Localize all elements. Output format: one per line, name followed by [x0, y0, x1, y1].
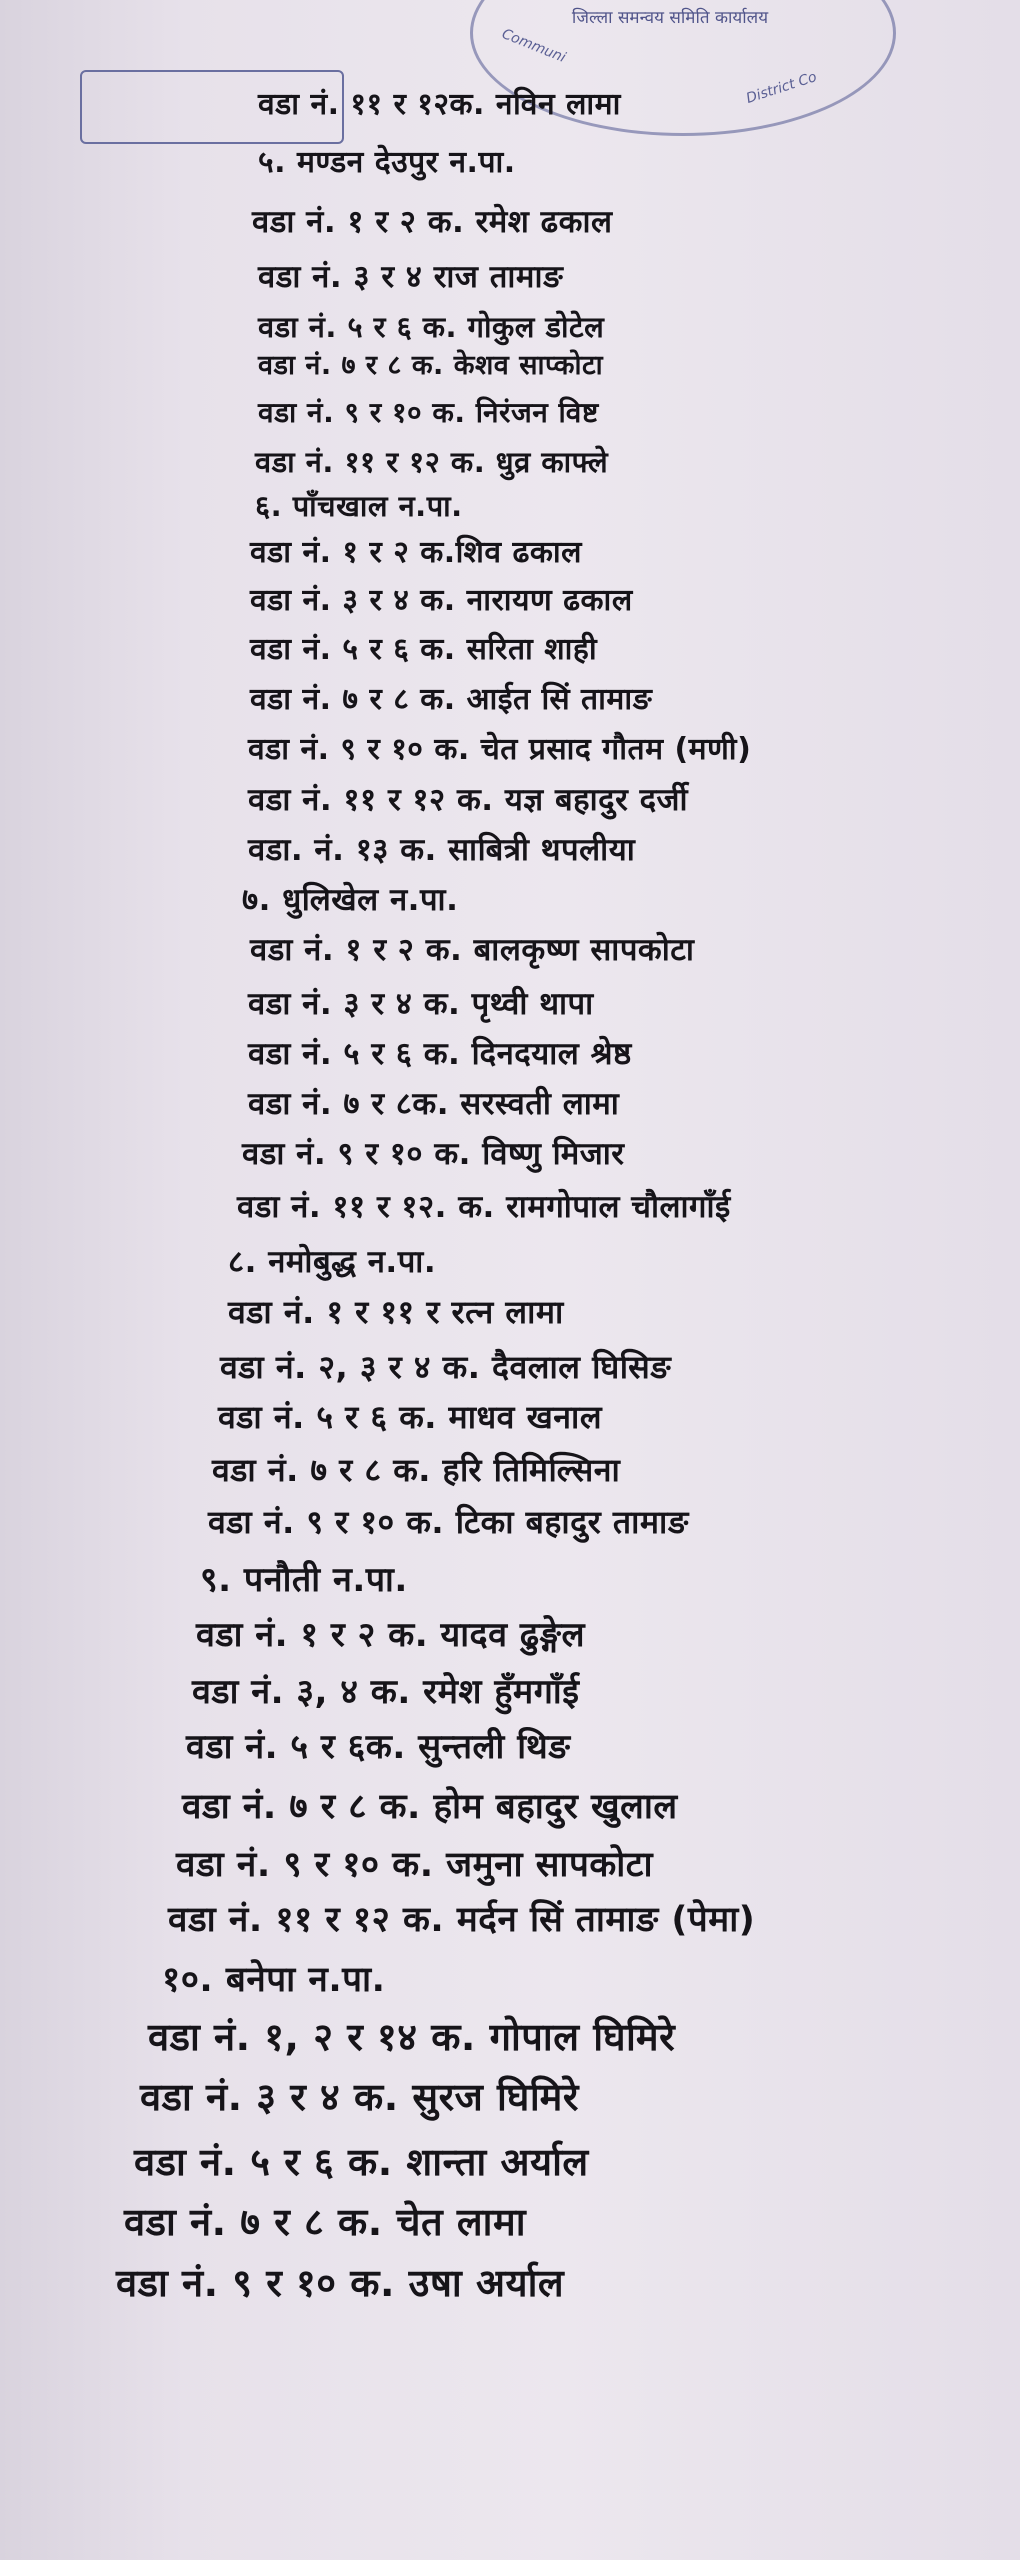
list-line: वडा नं. १ र २ क. बालकृष्ण सापकोटा	[250, 932, 695, 968]
list-line: वडा नं. १ र २ क. यादव ढुङ्गेल	[196, 1615, 586, 1655]
list-line: वडा नं. ९ र १० क. उषा अर्याल	[116, 2261, 565, 2305]
list-line: १०. बनेपा न.पा.	[162, 1960, 386, 2000]
list-line: वडा नं. २, ३ र ४ क. दैवलाल घिसिङ	[220, 1348, 672, 1386]
list-line: वडा नं. ५ र ६ क. सरिता शाही	[250, 632, 598, 667]
list-line: वडा नं. ७ र ८ क. हरि तिमिल्सिना	[212, 1451, 621, 1489]
list-line: वडा नं. ३ र ४ क. पृथ्वी थापा	[248, 986, 594, 1022]
list-line: ५. मण्डन देउपुर न.पा.	[258, 145, 516, 180]
list-line: वडा नं. ७ र ८ क. चेत लामा	[124, 2200, 527, 2244]
list-line: वडा नं. १ र २ क.शिव ढकाल	[250, 535, 583, 570]
list-line: वडा नं. ११ र १२क. नविन लामा	[258, 87, 621, 122]
list-line: वडा नं. ११ र १२ क. धुव्र काफ्ले	[255, 445, 609, 479]
list-line: वडा नं. ३, ४ क. रमेश हुँमगाँई	[192, 1672, 580, 1712]
list-line: वडा नं. ११ र १२ क. यज्ञ बहादुर दर्जी	[248, 782, 689, 818]
list-line: वडा नं. ७ र ८ क. आईत सिं तामाङ	[250, 682, 653, 717]
list-line: ७. धुलिखेल न.पा.	[242, 882, 459, 918]
list-line: वडा नं. ९ र १० क. निरंजन विष्ट	[258, 396, 599, 429]
list-line: वडा नं. ५ र ६ क. माधव खनाल	[218, 1398, 603, 1436]
list-line: वडा नं. ९ र १० क. टिका बहादुर तामाङ	[208, 1503, 689, 1541]
list-line: वडा नं. १ र ११ र रत्न लामा	[228, 1293, 564, 1331]
list-line: वडा नं. ७ र ८ क. होम बहादुर खुलाल	[182, 1787, 678, 1827]
list-line: ८. नमोबुद्ध न.पा.	[228, 1244, 437, 1280]
list-line: वडा नं. ५ र ६ क. गोकुल डोटेल	[258, 310, 605, 344]
stamp-text: जिल्ला समन्वय समिति कार्यालय	[571, 8, 769, 28]
list-line: वडा नं. ११ र १२. क. रामगोपाल चौलागाँई	[237, 1189, 731, 1225]
list-line: वडा नं. ७ र ८क. सरस्वती लामा	[248, 1086, 620, 1122]
stamp-arc-left: Communi	[499, 25, 568, 67]
list-line: वडा नं. ११ र १२ क. मर्दन सिं तामाङ (पेमा)	[168, 1900, 756, 1940]
list-line: वडा नं. ५ र ६ क. शान्ता अर्याल	[134, 2140, 589, 2184]
list-line: वडा नं. ७ र ८ क. केशव साप्कोटा	[258, 350, 604, 381]
list-line: वडा नं. ५ र ६ क. दिनदयाल श्रेष्ठ	[248, 1036, 632, 1072]
list-line: वडा नं. १ र २ क. रमेश ढकाल	[252, 204, 613, 240]
list-line: वडा नं. १, २ र १४ क. गोपाल घिमिरे	[148, 2015, 676, 2059]
stamp-arc-right: District Co	[744, 69, 819, 107]
list-line: वडा नं. ९ र १० क. चेत प्रसाद गौतम (मणी)	[248, 732, 752, 767]
list-line: वडा नं. ३ र ४ क. सुरज घिमिरे	[140, 2075, 579, 2119]
list-line: वडा नं. ५ र ६क. सुन्तली थिङ	[186, 1727, 571, 1767]
list-line: ६. पाँचखाल न.पा.	[255, 489, 463, 523]
list-line: ९. पनौती न.पा.	[200, 1560, 408, 1600]
list-line: वडा नं. ३ र ४ क. नारायण ढकाल	[250, 583, 633, 618]
list-line: वडा नं. ९ र १० क. विष्णु मिजार	[242, 1136, 625, 1172]
list-line: वडा नं. ९ र १० क. जमुना सापकोटा	[176, 1845, 654, 1885]
list-line: वडा. नं. १३ क. साबित्री थपलीया	[248, 832, 636, 868]
list-line: वडा नं. ३ र ४ राज तामाङ	[258, 259, 564, 295]
